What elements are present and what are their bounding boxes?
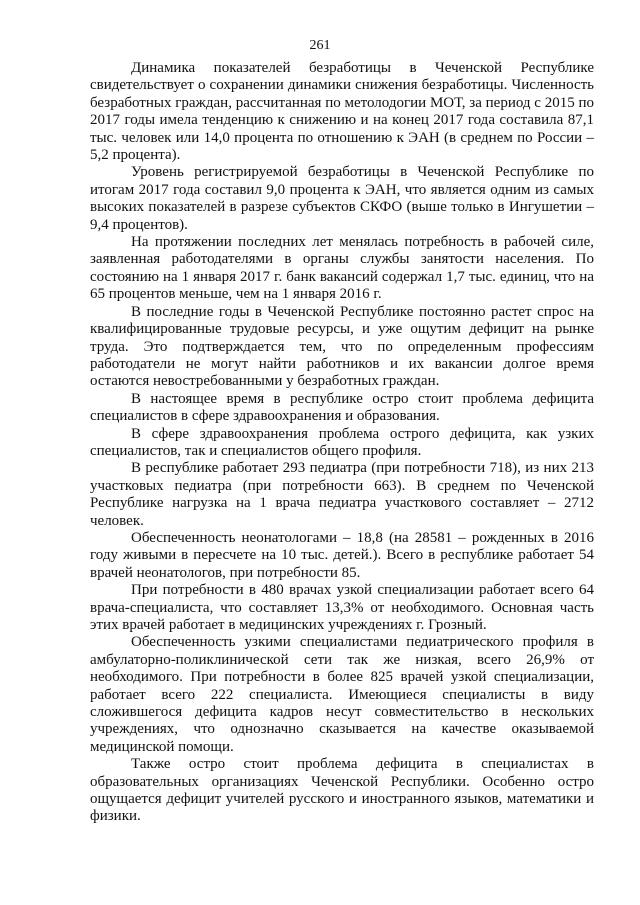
paragraph-unemployment-dynamics: Динамика показателей безработицы в Чеченской Республике свидетельствует о сохранении динамики снижения безработицы. Численность безработных граждан, рассчитанная по метолодогии МОТ, за период с 2015 по 2017 годы имела тенденцию к снижению и на конец 2017 года составила 87,1 тыс. человек или 14,0 процента по отношению к ЭАН (в среднем по России – 5,2 процента). [90,60,594,164]
paragraph-qualified-labor-demand: В последние годы в Чеченской Республике постоянно растет спрос на квалифицированные трудовые ресурсы, и уже ощутим дефицит на рынке труда. Это подтверждается тем, что по определенным профессиям работодатели не могут найти работников и их вакансии долгое время остаются невостребованными у безработных граждан. [90,303,594,390]
paragraph-pediatric-specialists: Обеспеченность узкими специалистами педиатрического профиля в амбулаторно-поликлинической сети так же низкая, всего 26,9% от необходимого. При потребности в более 825 врачей узкой специализации, работает всего 222 специалиста. Имеющиеся специалисты в виду сложившегося дефицита кадров несут совместительство в нескольких учреждениях, что однозначно сказывается на качестве оказываемой медицинской помощи. [90,634,594,755]
paragraph-healthcare-shortage: В сфере здравоохранения проблема острого дефицита, как узких специалистов, так и специалистов общего профиля. [90,425,594,459]
page-number: 261 [309,38,331,53]
paragraph-registered-unemployment: Уровень регистрируемой безработицы в Чеченской Республике по итогам 2017 года составил 9,0 процента к ЭАН, что является одним из самых высоких показателей в разрезе субъектов СКФО (выше только в Ингушетии – 9,4 процентов). [90,164,594,233]
paragraph-education-shortage: Также остро стоит проблема дефицита в специалистах в образовательных организациях Чеченской Республики. Особенно остро ощущается дефицит учителей русского и иностранного языков, математики и физики. [90,756,594,825]
paragraph-specialist-shortage: В настоящее время в республике остро стоит проблема дефицита специалистов в сфере здравоохранения и образования. [90,390,594,425]
paragraph-narrow-specialists: При потребности в 480 врачах узкой специализации работает всего 64 врача-специалиста, что составляет 13,3% от необходимого. Основная часть этих врачей работает в медицинских учреждениях г. Грозный. [90,582,594,633]
document-body [90,60,594,826]
paragraph-labor-demand: На протяжении последних лет менялась потребность в рабочей силе, заявленная работодателями в органы службы занятости населения. По состоянию на 1 января 2017 г. банк вакансий содержал 1,7 тыс. единиц, что на 65 процентов меньше, чем на 1 января 2016 г. [90,234,594,303]
paragraph-neonatologists: Обеспеченность неонатологами – 18,8 (на 28581 – рожденных в 2016 году живыми в пересчете на 10 тыс. детей.). Всего в республике работает 54 врачей неонатологов, при потребности 85. [90,529,594,581]
paragraph-pediatricians: В республике работает 293 педиатра (при потребности 718), из них 213 участковых педиатра (при потребности 663). В среднем по Чеченской Республике нагрузка на 1 врача педиатра участкового составляет – 2712 человек. [90,460,594,529]
